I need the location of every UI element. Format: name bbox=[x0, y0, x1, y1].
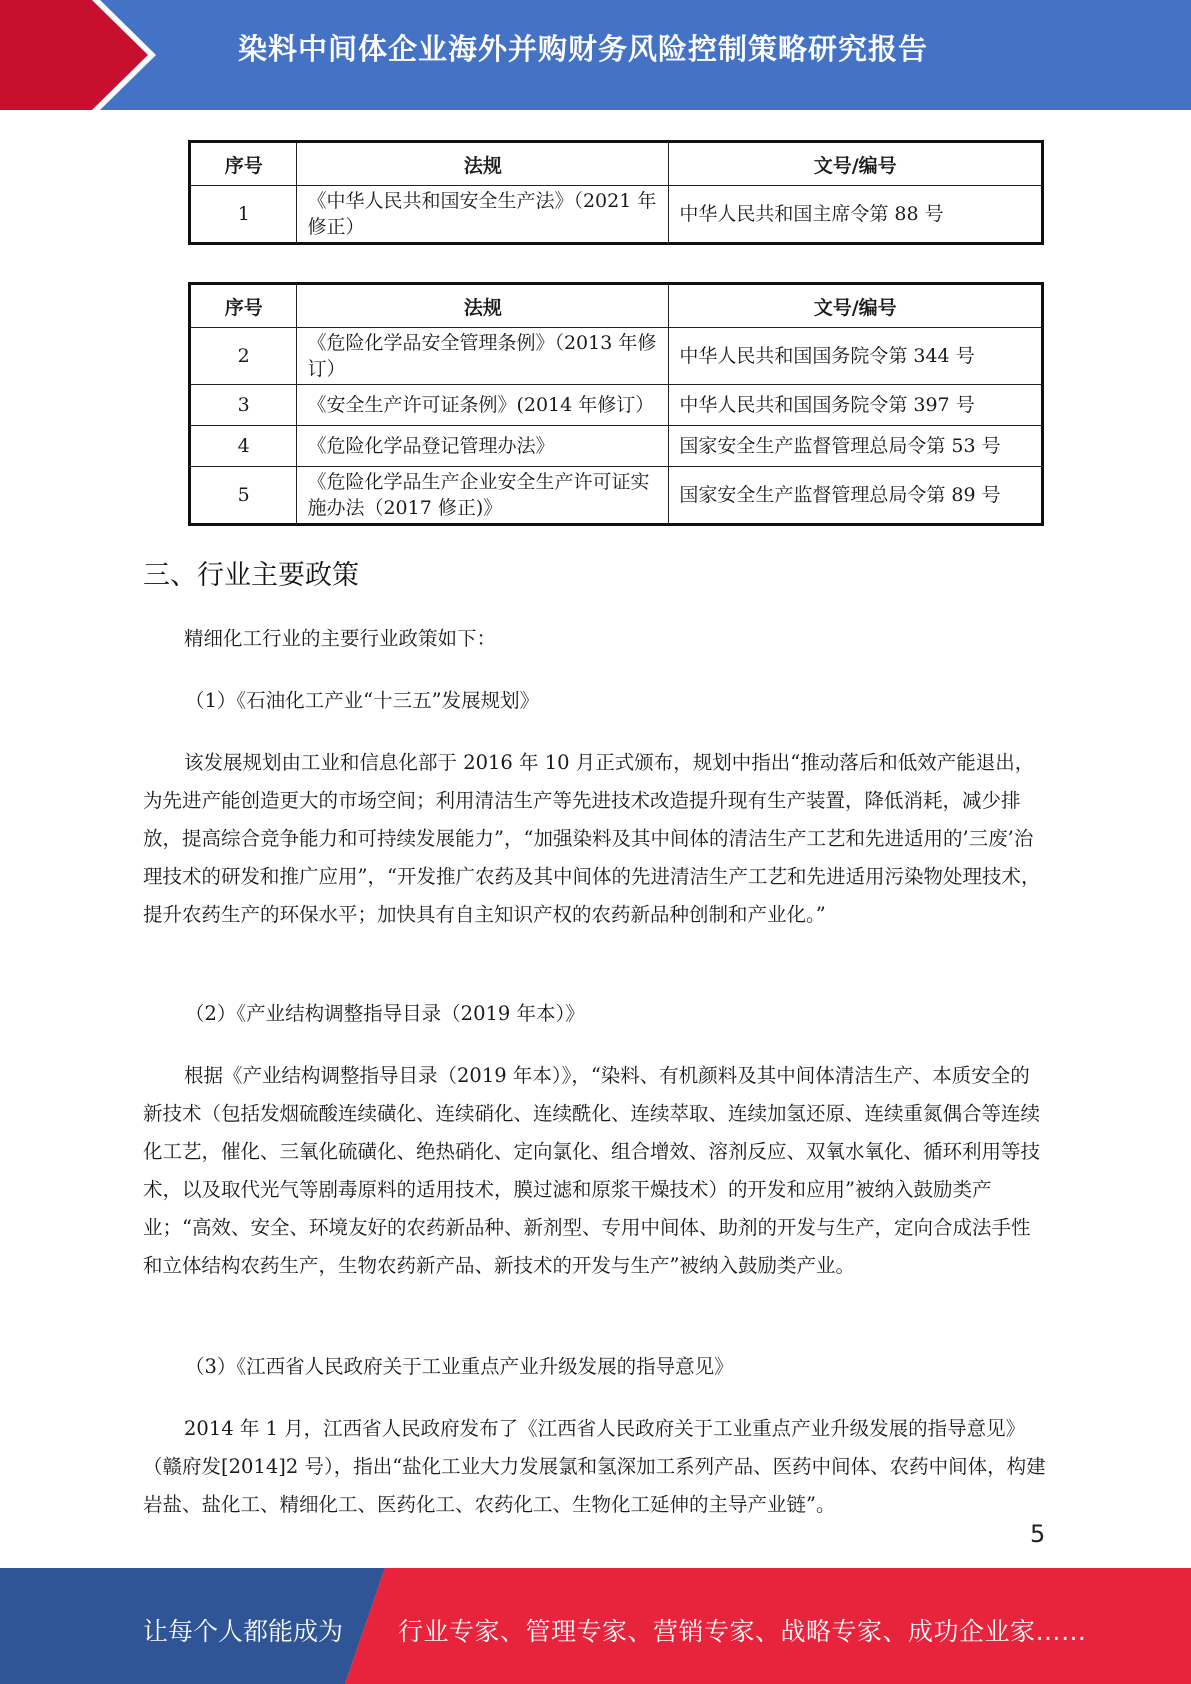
policy-title-2: （2）《产业结构调整指导目录（2019 年本）》 bbox=[185, 1002, 585, 1025]
policy-title-3: （3）《江西省人民政府关于工业重点产业升级发展的指导意见》 bbox=[185, 1355, 734, 1378]
table-row bbox=[190, 426, 1043, 467]
header-index: 序号 bbox=[190, 284, 297, 328]
policy-body-1: 该发展规划由工业和信息化部于 2016 年 10 月正式颁布，规划中指出“推动落后和低效产能退出，为先进产能创造更大的市场空间；利用清洁生产等先进技术改造提升现有生产装置，降低消耗，减少排放，提高综合竞争能力和可持续发展能力”，“加强染料及其中间体的清洁生产工艺和先进适用的’三废’治理技术的研发和推广应用”，“开发推广农药及其中间体的先进清洁生产工艺和先进适用污染物处理技术，提升农药生产的环保水平；加快具有自主知识产权的农药新品种创制和产业化。” bbox=[143, 751, 1041, 926]
footer-slogan-left: 让每个人都能成为 bbox=[143, 1617, 344, 1646]
table-row bbox=[190, 328, 1043, 385]
table-row bbox=[190, 385, 1043, 426]
cell-index: 4 bbox=[190, 426, 297, 467]
cell-index: 1 bbox=[190, 186, 297, 244]
header-regulation: 法规 bbox=[297, 284, 669, 328]
section-intro: 精细化工行业的主要行业政策如下： bbox=[184, 627, 497, 650]
policy-title-1: （1）《石油化工产业“十三五”发展规划》 bbox=[185, 689, 540, 712]
cell-regulation: 《危险化学品生产企业安全生产许可证实施办法（2017 修正)》 bbox=[297, 467, 669, 525]
regulation-table-1 bbox=[188, 140, 1044, 245]
header-regulation: 法规 bbox=[297, 142, 669, 186]
cell-doc-number: 中华人民共和国主席令第 88 号 bbox=[669, 186, 1043, 244]
policy-body-3: 2014 年 1 月，江西省人民政府发布了《江西省人民政府关于工业重点产业升级发展的指导意见》（赣府发[2014]2 号），指出“盐化工业大力发展氯和氢深加工系列产品、医药中间体、农药中间体，构建岩盐、盐化工、精细化工、医药化工、农药化工、生物化工延伸的主导产业链”。 bbox=[143, 1417, 1046, 1516]
page-header bbox=[0, 0, 1191, 110]
header-doc-number: 文号/编号 bbox=[669, 284, 1043, 328]
table-row bbox=[190, 186, 1043, 244]
page-footer bbox=[0, 1568, 1191, 1684]
cell-regulation: 《安全生产许可证条例》(2014 年修订） bbox=[297, 385, 669, 426]
table-header-row bbox=[190, 284, 1043, 328]
table-header-row bbox=[190, 142, 1043, 186]
cell-index: 5 bbox=[190, 467, 297, 525]
regulation-table-2 bbox=[188, 282, 1044, 526]
cell-index: 3 bbox=[190, 385, 297, 426]
cell-index: 2 bbox=[190, 328, 297, 385]
cell-regulation: 《危险化学品安全管理条例》（2013 年修订） bbox=[297, 328, 669, 385]
cell-regulation: 《中华人民共和国安全生产法》（2021 年修正） bbox=[297, 186, 669, 244]
section-heading: 三、行业主要政策 bbox=[143, 560, 359, 591]
header-title: 染料中间体企业海外并购财务风险控制策略研究报告 bbox=[238, 32, 929, 66]
header-index: 序号 bbox=[190, 142, 297, 186]
cell-doc-number: 国家安全生产监督管理总局令第 89 号 bbox=[669, 467, 1043, 525]
cell-regulation: 《危险化学品登记管理办法》 bbox=[297, 426, 669, 467]
header-chevron-icon bbox=[0, 0, 160, 110]
header-doc-number: 文号/编号 bbox=[669, 142, 1043, 186]
cell-doc-number: 中华人民共和国国务院令第 397 号 bbox=[669, 385, 1043, 426]
cell-doc-number: 中华人民共和国国务院令第 344 号 bbox=[669, 328, 1043, 385]
cell-doc-number: 国家安全生产监督管理总局令第 53 号 bbox=[669, 426, 1043, 467]
policy-body-2: 根据《产业结构调整指导目录（2019 年本）》，“染料、有机颜料及其中间体清洁生产、本质安全的新技术（包括发烟硫酸连续磺化、连续硝化、连续酰化、连续萃取、连续加氢还原、连续重氮偶合等连续化工艺，催化、三氧化硫磺化、绝热硝化、定向氯化、组合增效、溶剂反应、双氧水氧化、循环利用等技术，以及取代光气等剧毒原料的适用技术，膜过滤和原浆干燥技术）的开发和应用”被纳入鼓励类产业；“高效、安全、环境友好的农药新品种、新剂型、专用中间体、助剂的开发与生产，定向合成法手性和立体结构农药生产，生物农药新产品、新技术的开发与生产”被纳入鼓励类产业。 bbox=[143, 1064, 1041, 1277]
footer-slogan-right: 行业专家、管理专家、营销专家、战略专家、成功企业家…… bbox=[398, 1617, 1087, 1646]
table-row bbox=[190, 467, 1043, 525]
page-number: 5 bbox=[1030, 1520, 1046, 1548]
